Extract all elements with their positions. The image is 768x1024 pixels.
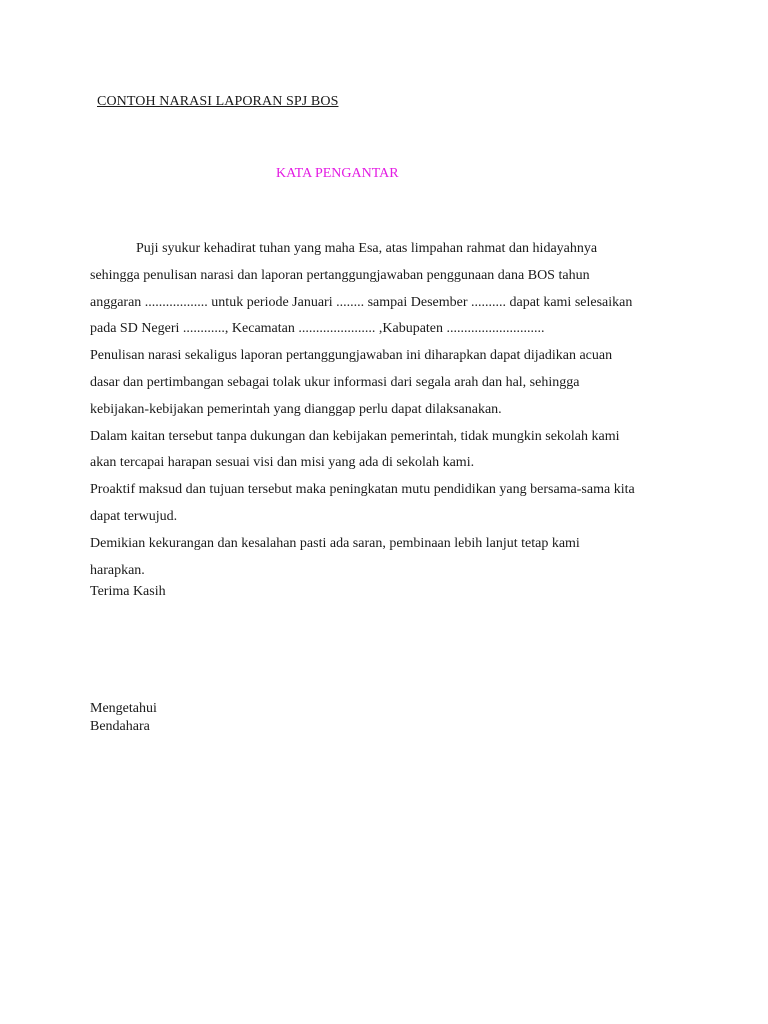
body-line: Proaktif maksud dan tujuan tersebut maka peningkatan mutu pendidikan yang bersama-sama kita <box>90 482 635 498</box>
body-line: Demikian kekurangan dan kesalahan pasti ada saran, pembinaan lebih lanjut tetap kami <box>90 535 580 551</box>
body-line: sehingga penulisan narasi dan laporan pertanggungjawaban penggunaan dana BOS tahun <box>90 267 590 283</box>
body-line: pada SD Negeri ............, Kecamatan ...................... ,Kabupaten ............................ <box>90 321 545 337</box>
body-line: harapkan. <box>90 562 145 578</box>
body-line: dasar dan pertimbangan sebagai tolak ukur informasi dari segala arah dan hal, sehingga <box>90 374 580 390</box>
body-paragraphs <box>90 236 690 584</box>
signature-role: Bendahara <box>90 719 150 734</box>
document-title: CONTOH NARASI LAPORAN SPJ BOS <box>97 94 339 109</box>
body-line: dapat terwujud. <box>90 508 178 524</box>
body-line: Dalam kaitan tersebut tanpa dukungan dan kebijakan pemerintah, tidak mungkin sekolah kami <box>90 428 620 444</box>
body-line: Puji syukur kehadirat tuhan yang maha Esa, atas limpahan rahmat dan hidayahnya <box>136 241 598 256</box>
body-line: kebijakan-kebijakan pemerintah yang dianggap perlu dapat dilaksanakan. <box>90 401 502 417</box>
body-line: akan tercapai harapan sesuai visi dan misi yang ada di sekolah kami. <box>90 455 475 471</box>
body-line: Penulisan narasi sekaligus laporan pertanggungjawaban ini diharapkan dapat dijadikan acuan <box>90 348 613 364</box>
signature-acknowledged: Mengetahui <box>90 701 157 716</box>
body-line: anggaran .................. untuk periode Januari ........ sampai Desember .......... dapat kami selesaikan <box>90 294 633 310</box>
section-heading: KATA PENGANTAR <box>276 166 399 181</box>
closing-text: Terima Kasih <box>90 584 166 599</box>
signature-block <box>90 700 157 736</box>
